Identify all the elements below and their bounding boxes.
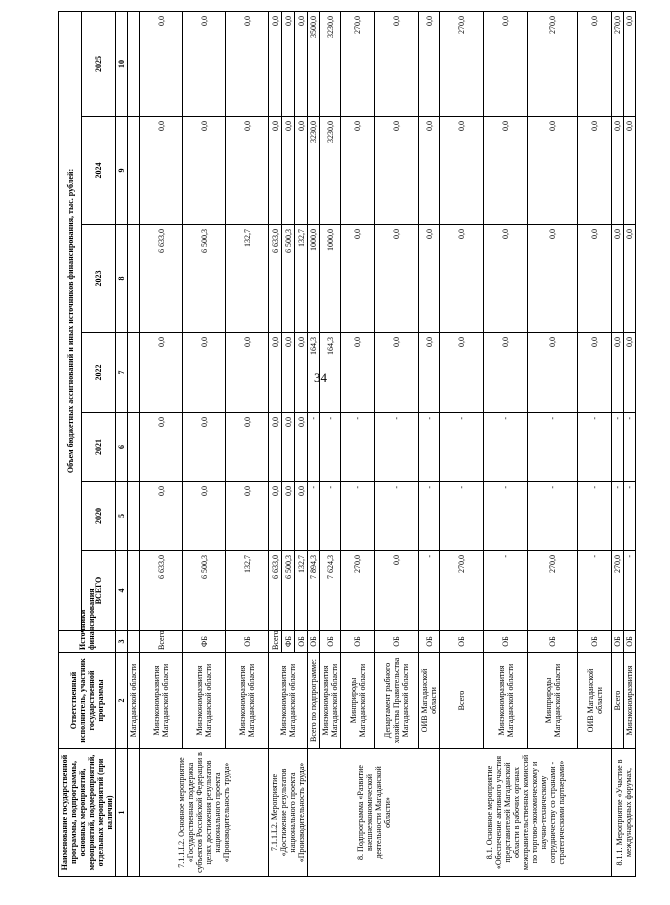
col-number: 9: [116, 117, 128, 225]
value-cell: 0,0: [624, 11, 636, 116]
value-cell: 0,0: [624, 117, 636, 225]
value-cell: 0,0: [140, 11, 183, 116]
value-cell: 132,7: [226, 551, 269, 631]
header-total: ВСЕГО: [82, 551, 116, 631]
value-cell: 0,0: [419, 333, 440, 413]
table-row: [320, 11, 341, 876]
source-cell: ОБ: [612, 631, 624, 653]
table-row: [419, 11, 440, 876]
value-cell: -: [484, 482, 528, 551]
value-cell: 6 500,3: [282, 225, 295, 333]
table-row: [484, 11, 528, 876]
value-cell: 270,0: [440, 551, 484, 631]
value-cell: 0,0: [440, 225, 484, 333]
value-cell: 0,0: [528, 225, 578, 333]
header-2025: 2025: [82, 11, 116, 116]
activity-name-cell: 8.1.1. Мероприятие «Участие в международных форумах,: [612, 749, 636, 877]
source-cell: ОБ: [375, 631, 419, 653]
value-cell: 0,0: [578, 117, 612, 225]
table-row: [612, 11, 624, 876]
table-row: [528, 11, 578, 876]
col-number: 3: [116, 631, 128, 653]
value-cell: 0,0: [140, 482, 183, 551]
value-cell: 0,0: [140, 117, 183, 225]
executor-cell: Минэкономразвития Магаданской области: [183, 653, 226, 749]
value-cell: 0,0: [624, 333, 636, 413]
value-cell: 0,0: [375, 11, 419, 116]
value-cell: 0,0: [440, 117, 484, 225]
value-cell: 0,0: [140, 333, 183, 413]
executor-cell: Минэкономразвития Магаданской области: [320, 653, 341, 749]
value-cell: 0,0: [226, 11, 269, 116]
table-row: [375, 11, 419, 876]
value-cell: 0,0: [341, 333, 375, 413]
value-cell: -: [308, 413, 320, 482]
activity-name-cell: 7.1.1.L2. Основное мероприятие «Государственная поддержка субъектов Российской Федерации в целях достижения результатов национального проекта «Производительность труда»: [140, 749, 269, 877]
col-number: 7: [116, 333, 128, 413]
source-cell: ФБ: [183, 631, 226, 653]
value-cell: 3230,0: [308, 117, 320, 225]
value-cell: 0,0: [528, 333, 578, 413]
value-cell: 0,0: [282, 117, 295, 225]
value-cell: -: [624, 551, 636, 631]
value-cell: 0,0: [140, 413, 183, 482]
value-cell: 0,0: [419, 225, 440, 333]
value-cell: 0,0: [375, 551, 419, 631]
value-cell: 0,0: [578, 333, 612, 413]
executor-cell: Минэкономразвития: [624, 653, 636, 749]
source-cell: Всего: [140, 631, 183, 653]
table-row: [269, 11, 282, 876]
value-cell: 0,0: [269, 482, 282, 551]
value-cell: -: [419, 413, 440, 482]
executor-cell: Магаданской области: [128, 653, 140, 749]
value-cell: 1000,0: [320, 225, 341, 333]
value-cell: 0,0: [612, 333, 624, 413]
activity-name-cell: 8. Подпрограмма «Развитие внешнеэкономической деятельности Магаданской области»: [308, 749, 440, 877]
executor-cell: Всего: [612, 653, 624, 749]
value-cell: 0,0: [269, 413, 282, 482]
value-cell: -: [528, 413, 578, 482]
value-cell: -: [484, 413, 528, 482]
value-cell: 3500,0: [308, 11, 320, 116]
source-cell: ФБ: [282, 631, 295, 653]
value-cell: 0,0: [578, 225, 612, 333]
value-cell: 0,0: [282, 11, 295, 116]
value-cell: -: [375, 482, 419, 551]
executor-cell: Минэкономразвития Магаданской области: [226, 653, 269, 749]
table-row: [578, 11, 612, 876]
value-cell: -: [419, 482, 440, 551]
table-row: [308, 11, 320, 876]
table-row: [140, 11, 183, 876]
value-cell: 0,0: [440, 333, 484, 413]
value-cell: 0,0: [226, 333, 269, 413]
value-cell: -: [341, 413, 375, 482]
header-2023: 2023: [82, 225, 116, 333]
value-cell: 0,0: [341, 225, 375, 333]
source-cell: ОБ: [320, 631, 341, 653]
value-cell: 0,0: [375, 117, 419, 225]
source-cell: ОБ: [419, 631, 440, 653]
value-cell: 270,0: [612, 11, 624, 116]
value-cell: 0,0: [269, 333, 282, 413]
value-cell: -: [578, 551, 612, 631]
value-cell: -: [484, 551, 528, 631]
value-cell: 6 500,3: [183, 551, 226, 631]
executor-cell: Минприроды Магаданской области: [528, 653, 578, 749]
value-cell: 7 624,3: [320, 551, 341, 631]
header-2020: 2020: [82, 482, 116, 551]
value-cell: 0,0: [183, 333, 226, 413]
value-cell: 0,0: [282, 482, 295, 551]
executor-cell: ОИВ Магаданской области: [419, 653, 440, 749]
activity-name-cell: 7.1.1.L2. Мероприятие «Достижение результатов национального проекта «Производительность труда»: [269, 749, 308, 877]
value-cell: 270,0: [341, 551, 375, 631]
value-cell: 0,0: [612, 117, 624, 225]
value-cell: 0,0: [419, 11, 440, 116]
value-cell: 0,0: [612, 225, 624, 333]
source-cell: ОБ: [308, 631, 320, 653]
col-number: 5: [116, 482, 128, 551]
source-cell: ОБ: [528, 631, 578, 653]
value-cell: 270,0: [341, 11, 375, 116]
activity-name-cell: 8.1. Основное мероприятие «Обеспечение активного участия представителей Магаданской области в рабочих органах межправительственных комиссий по торгово-экономическому и научно-техническому сотрудничеству со странами - стратегическими партнерами»: [440, 749, 612, 877]
header-name: Наименование государственной программы, подпрограммы, основных мероприятий, мероприятий, подмероприятий, отдельных мероприятий (при наличии): [59, 749, 116, 877]
header-2024: 2024: [82, 117, 116, 225]
value-cell: 270,0: [528, 11, 578, 116]
executor-cell: Минэкономразвития Магаданской области: [140, 653, 183, 749]
value-cell: 0,0: [295, 117, 308, 225]
source-cell: Всего: [269, 631, 282, 653]
value-cell: 3230,0: [320, 11, 341, 116]
value-cell: 0,0: [578, 11, 612, 116]
value-cell: 6 633,0: [269, 225, 282, 333]
value-cell: -: [440, 413, 484, 482]
source-cell: ОБ: [578, 631, 612, 653]
value-cell: 0,0: [183, 11, 226, 116]
value-cell: 0,0: [295, 333, 308, 413]
value-cell: -: [612, 482, 624, 551]
value-cell: 0,0: [183, 482, 226, 551]
value-cell: 164,3: [308, 333, 320, 413]
value-cell: -: [341, 482, 375, 551]
source-cell: ОБ: [295, 631, 308, 653]
header-executor: Ответственный исполнитель, участник государственной программы: [59, 653, 116, 749]
header-2021: 2021: [82, 413, 116, 482]
value-cell: 6 500,3: [282, 551, 295, 631]
source-cell: ОБ: [440, 631, 484, 653]
table-row: [128, 11, 140, 876]
source-cell: ОБ: [341, 631, 375, 653]
value-cell: -: [612, 413, 624, 482]
value-cell: -: [624, 482, 636, 551]
value-cell: 0,0: [375, 225, 419, 333]
value-cell: 0,0: [183, 413, 226, 482]
value-cell: -: [308, 482, 320, 551]
value-cell: -: [578, 482, 612, 551]
value-cell: 270,0: [440, 11, 484, 116]
value-cell: -: [624, 413, 636, 482]
value-cell: 0,0: [375, 333, 419, 413]
value-cell: 270,0: [612, 551, 624, 631]
value-cell: 0,0: [226, 482, 269, 551]
value-cell: 164,3: [320, 333, 341, 413]
source-cell: ОБ: [624, 631, 636, 653]
value-cell: 0,0: [282, 333, 295, 413]
col-number: 1: [116, 749, 128, 877]
value-cell: 0,0: [269, 117, 282, 225]
value-cell: 0,0: [528, 117, 578, 225]
value-cell: 0,0: [226, 413, 269, 482]
value-cell: 132,7: [226, 225, 269, 333]
value-cell: 6 633,0: [269, 551, 282, 631]
source-cell: ОБ: [484, 631, 528, 653]
executor-cell: Минэкономразвития Магаданской области: [484, 653, 528, 749]
table-row: [341, 11, 375, 876]
executor-cell: Департамент рыбного хозяйства Правительства Магаданской области: [375, 653, 419, 749]
table-row: [440, 11, 484, 876]
page-number: 34: [314, 370, 327, 385]
value-cell: -: [320, 482, 341, 551]
executor-cell: Всего по подпрограмме:: [308, 653, 320, 749]
value-cell: 0,0: [484, 11, 528, 116]
executor-cell: Минприроды Магаданской области: [341, 653, 375, 749]
value-cell: 6 633,0: [140, 225, 183, 333]
value-cell: 0,0: [484, 117, 528, 225]
value-cell: 0,0: [341, 117, 375, 225]
header-row-1: [59, 11, 82, 876]
header-2022: 2022: [82, 333, 116, 413]
value-cell: 132,7: [295, 551, 308, 631]
source-cell: ОБ: [226, 631, 269, 653]
value-cell: -: [375, 413, 419, 482]
value-cell: 0,0: [295, 11, 308, 116]
value-cell: 0,0: [269, 11, 282, 116]
col-number: 2: [116, 653, 128, 749]
table-row: [183, 11, 226, 876]
funding-table: [58, 11, 636, 877]
value-cell: 0,0: [226, 117, 269, 225]
value-cell: -: [419, 551, 440, 631]
column-number-row: [116, 11, 128, 876]
col-number: 8: [116, 225, 128, 333]
value-cell: 0,0: [484, 333, 528, 413]
value-cell: -: [320, 413, 341, 482]
value-cell: 132,7: [295, 225, 308, 333]
col-number: 4: [116, 551, 128, 631]
value-cell: 3230,0: [320, 117, 341, 225]
value-cell: 0,0: [624, 225, 636, 333]
executor-cell: ОИВ Магаданской области: [578, 653, 612, 749]
value-cell: 6 633,0: [140, 551, 183, 631]
value-cell: 270,0: [528, 551, 578, 631]
table-row: [624, 11, 636, 876]
value-cell: 1000,0: [308, 225, 320, 333]
value-cell: 0,0: [295, 482, 308, 551]
value-cell: 6 500,3: [183, 225, 226, 333]
value-cell: -: [578, 413, 612, 482]
value-cell: 0,0: [484, 225, 528, 333]
value-cell: -: [440, 482, 484, 551]
value-cell: 0,0: [295, 413, 308, 482]
header-source: Источники финансирования: [59, 631, 116, 653]
table-row: [226, 11, 269, 876]
rotated-table-container: [58, 12, 670, 877]
header-funding-group: Объем бюджетных ассигнований и иных источников финансирования, тыс. рублей:: [59, 11, 82, 630]
value-cell: 0,0: [419, 117, 440, 225]
value-cell: 0,0: [282, 413, 295, 482]
value-cell: 0,0: [183, 117, 226, 225]
executor-cell: Минэкономразвития Магаданской области: [269, 653, 308, 749]
col-number: 10: [116, 11, 128, 116]
executor-cell: Всего: [440, 653, 484, 749]
value-cell: 7 894,3: [308, 551, 320, 631]
value-cell: -: [528, 482, 578, 551]
col-number: 6: [116, 413, 128, 482]
